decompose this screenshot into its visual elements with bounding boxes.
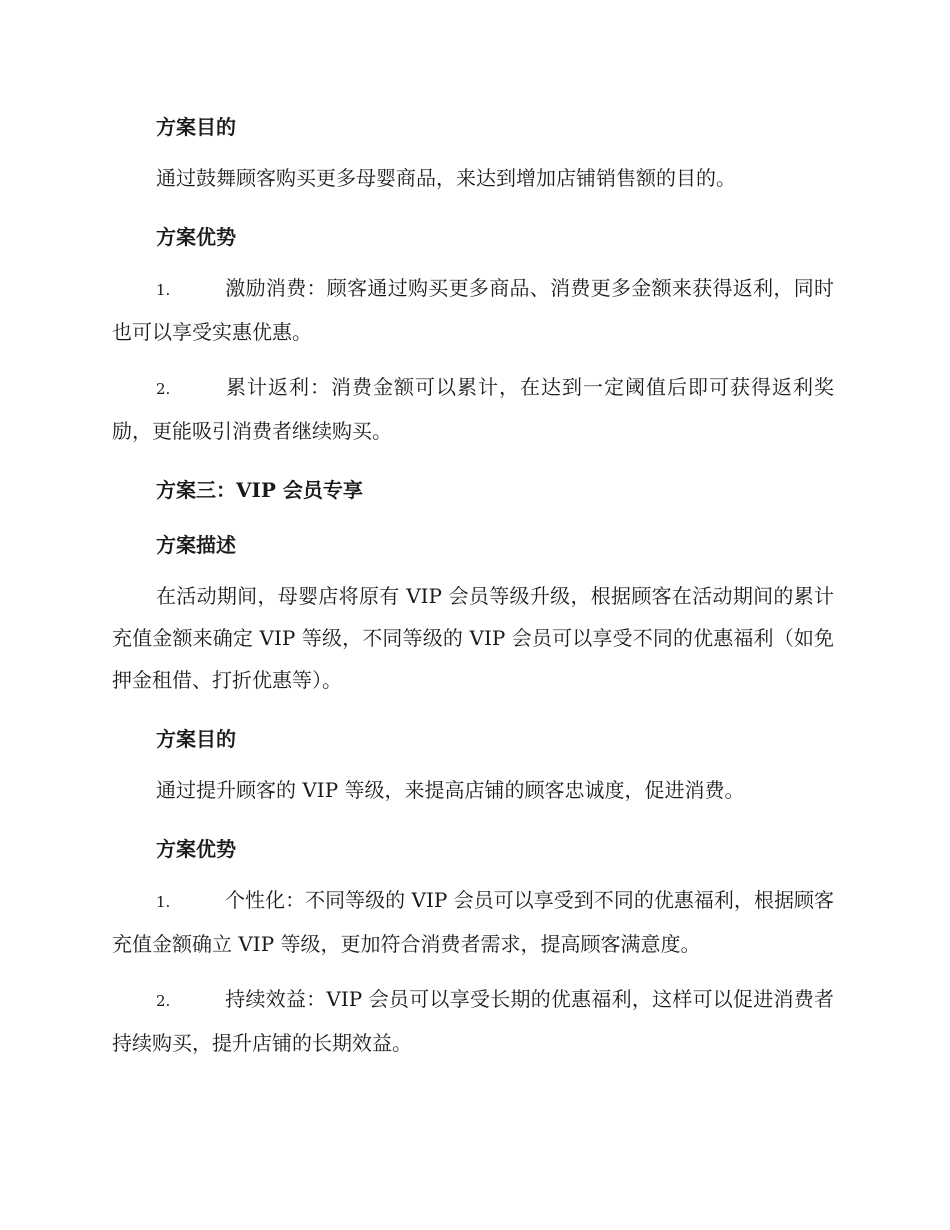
list-item-text: 持续效益：VIP 会员可以享受长期的优惠福利，这样可以促进消费者持续购买，提升店铺的长期效益。 xyxy=(112,987,834,1055)
list-item xyxy=(112,978,834,1064)
paragraph-description: 在活动期间，母婴店将原有 VIP 会员等级升级，根据顾客在活动期间的累计充值金额来确定 VIP 等级，不同等级的 VIP 会员可以享受不同的优惠福利（如免押金租借、打折优惠等）。 xyxy=(112,584,834,692)
section-heading-advantages: 方案优势 xyxy=(156,225,236,249)
list-item xyxy=(112,366,834,452)
list-item-number: 1. xyxy=(156,281,171,299)
document-page xyxy=(112,102,834,1077)
paragraph-purpose-2: 通过提升顾客的 VIP 等级，来提高店铺的顾客忠诚度，促进消费。 xyxy=(156,778,745,802)
section-heading-advantages-2: 方案优势 xyxy=(156,837,236,861)
list-item-number: 1. xyxy=(156,893,171,911)
list-item-text: 个性化：不同等级的 VIP 会员可以享受到不同的优惠福利，根据顾客充值金额确立 VIP 等级，更加符合消费者需求，提高顾客满意度。 xyxy=(112,888,834,956)
list-item xyxy=(112,267,834,353)
list-item-number: 2. xyxy=(156,380,171,398)
list-item xyxy=(112,879,834,965)
section-heading-purpose-2: 方案目的 xyxy=(156,727,236,751)
list-item-text: 激励消费：顾客通过购买更多商品、消费更多金额来获得返利，同时也可以享受实惠优惠。 xyxy=(112,276,834,344)
section-heading-description: 方案描述 xyxy=(156,533,236,557)
section-heading-plan-three: 方案三：VIP 会员专享 xyxy=(156,478,363,502)
section-heading-purpose: 方案目的 xyxy=(156,115,236,139)
list-item-text: 累计返利：消费金额可以累计，在达到一定阈值后即可获得返利奖励，更能吸引消费者继续购买。 xyxy=(112,375,834,443)
list-item-number: 2. xyxy=(156,992,171,1010)
paragraph-purpose: 通过鼓舞顾客购买更多母婴商品，来达到增加店铺销售额的目的。 xyxy=(156,166,736,190)
